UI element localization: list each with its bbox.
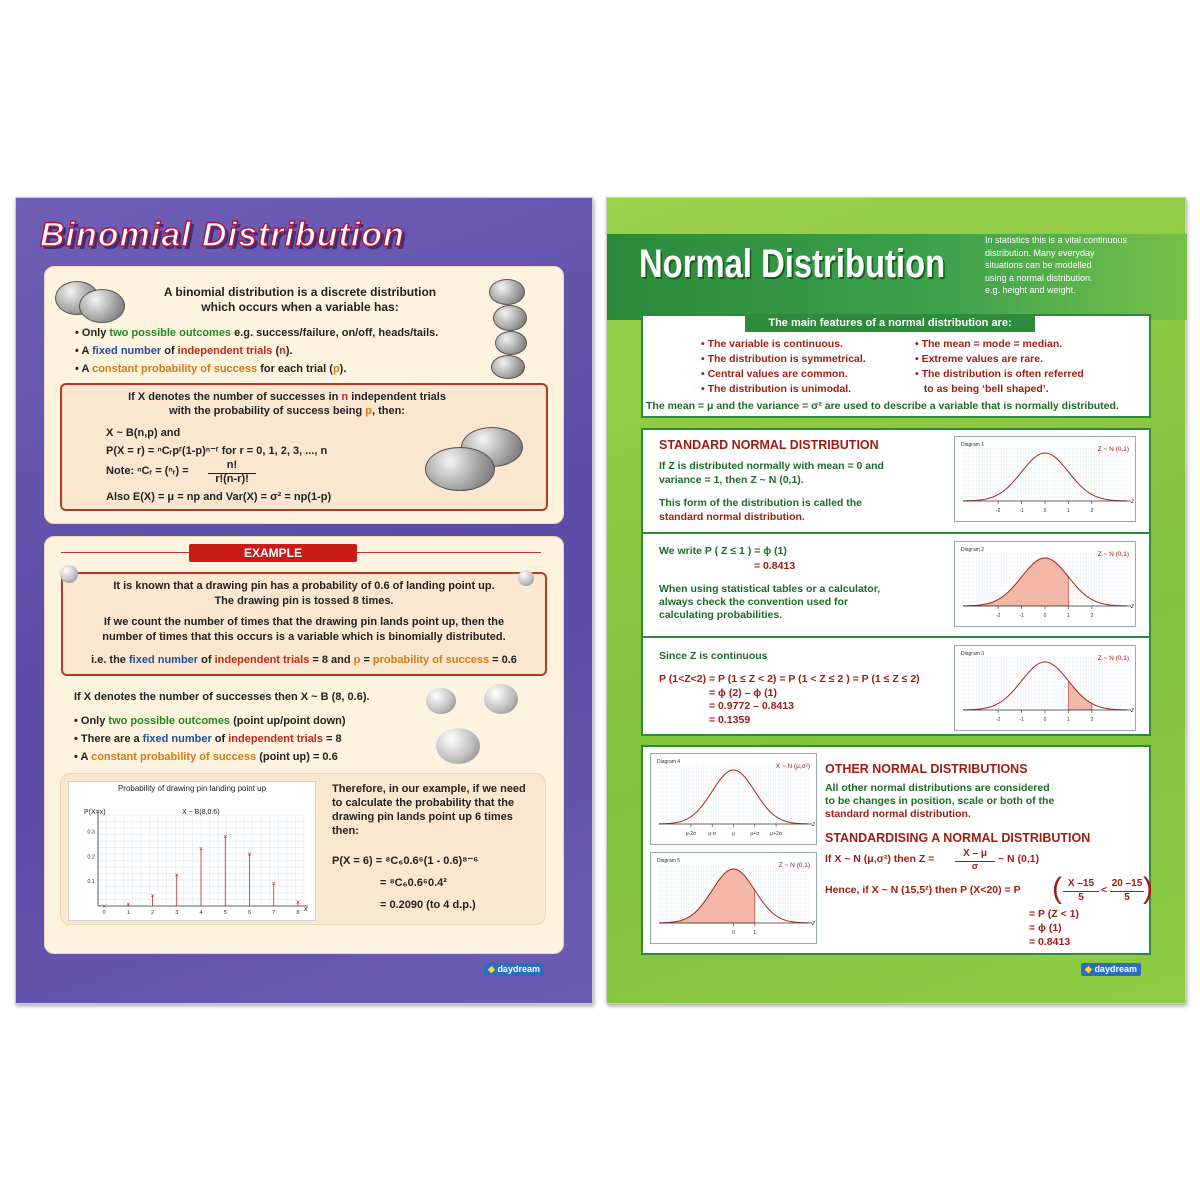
- note-numerator: n!: [208, 459, 256, 474]
- hence-less-than: <: [1101, 884, 1108, 896]
- coin-stack-image: [491, 355, 525, 379]
- phi-value: = 0.8413: [754, 560, 796, 572]
- bullet-probability: • A constant probability of success for each trial (p).: [75, 363, 347, 375]
- section-divider: [643, 636, 1149, 638]
- y-tick-label: 0.1: [87, 879, 95, 886]
- snd-line-3: This form of the distribution is called the: [659, 497, 863, 509]
- data-point: ×: [150, 893, 155, 901]
- hence-pre: Hence, if X ~ N (15,5²) then P (X<20) = P: [825, 884, 1021, 896]
- distribution-label: Z ~ N (0,1): [1097, 655, 1129, 662]
- hence-step-3: = 0.8413: [1029, 936, 1071, 948]
- example-line-2: The drawing pin is tossed 8 times.: [214, 595, 394, 607]
- chart-y-label: P(X=x): [84, 809, 106, 816]
- snd-line-4: standard normal distribution.: [659, 511, 805, 523]
- axis-label: z: [1131, 604, 1134, 610]
- coin-stack-image: [493, 305, 527, 331]
- data-point: ×: [198, 845, 204, 853]
- data-point: ×: [271, 881, 276, 889]
- tables-line-3: calculating probabilities.: [659, 609, 783, 621]
- tick-label: -1: [1019, 717, 1024, 723]
- tick-label: μ+σ: [750, 831, 760, 837]
- example-line-1: It is known that a drawing pin has a probability of 0.6 of landing point up.: [113, 580, 495, 592]
- x-tick-label: 0: [102, 910, 106, 916]
- data-point: ×: [101, 903, 107, 911]
- standardise-denominator: σ: [971, 861, 979, 871]
- formula-note: Note: ⁿCᵣ = (ⁿᵣ) =: [106, 465, 189, 477]
- standardise-post: ~ N (0,1): [998, 853, 1040, 865]
- interval-step-3: = 0.1359: [709, 714, 751, 726]
- tick-label: μ-2σ: [685, 831, 697, 837]
- diagram-2: [954, 541, 1136, 627]
- binomial-title: Binomial Distribution: [40, 216, 405, 254]
- daydream-logo: ◆ daydream: [484, 963, 544, 976]
- intro-line-1: A binomial distribution is a discrete distribution: [163, 285, 437, 299]
- diagram-3: [954, 645, 1136, 731]
- diagram-4: [650, 753, 817, 845]
- x-tick-label: 4: [199, 910, 203, 916]
- tick-label: μ: [732, 831, 735, 837]
- diagram-label: Diagram 2: [961, 547, 985, 553]
- bracket-close: ): [1143, 872, 1153, 905]
- diagram-label: Diagram 5: [657, 858, 681, 864]
- x-tick-label: 3: [175, 910, 179, 916]
- therefore-line-4: then:: [332, 825, 359, 837]
- x-tick-label: 1: [126, 910, 130, 916]
- x-tick-label: 7: [272, 910, 276, 916]
- distribution-label: Z ~ N (0,1): [1097, 446, 1129, 453]
- snd-line-2: variance = 1, then Z ~ N (0,1).: [659, 474, 804, 486]
- tick-label: -1: [1019, 508, 1024, 514]
- diagram-5: [650, 852, 817, 944]
- interval-step-2: = 0.9772 – 0.8413: [709, 700, 794, 712]
- calc-line-3: = 0.2090 (to 4 d.p.): [380, 899, 476, 911]
- chart-x-label: x: [304, 906, 308, 913]
- example-bullet-2: • There are a fixed number of independent trials = 8: [74, 733, 342, 745]
- calc-line-1: P(X = 6) = ⁸C₆0.6⁶(1 - 0.6)⁸⁻⁶: [332, 855, 479, 867]
- binomial-chart: [68, 781, 316, 921]
- hence-numerator-b: 20 –15: [1110, 878, 1144, 892]
- intro-blurb: In statistics this is a vital continuous distribution. Many everyday situations can be modelled using a normal distribution. e.g. height and weight.: [985, 235, 1128, 295]
- x-tick-label: 2: [150, 910, 155, 916]
- section-divider: [643, 532, 1149, 534]
- example-line-3: If we count the number of times that the drawing pin lands point up, then the: [103, 616, 505, 628]
- example-line-4: number of times that this occurs is a variable which is binomially distributed.: [102, 631, 506, 643]
- other-line-1: All other normal distributions are considered: [825, 782, 1050, 794]
- formula-expectation: Also E(X) = μ = np and Var(X) = σ² = np(1-p): [106, 491, 332, 503]
- normal-poster: [606, 197, 1186, 1004]
- other-line-3: standard normal distribution.: [825, 808, 971, 820]
- tick-label: 1: [753, 930, 757, 936]
- therefore-line-2: to calculate the probability that the: [332, 797, 515, 809]
- normal-title: Normal Distribution: [639, 242, 946, 286]
- tables-line-2: always check the convention used for: [659, 596, 849, 608]
- y-tick-label: 0.2: [87, 854, 95, 861]
- interval-probability: P (1<Z<2) = P (1 ≤ Z < 2) = P (1 < Z ≤ 2 ) = P (1 ≤ Z ≤ 2): [659, 673, 920, 685]
- other-line-2: to be changes in position, scale or both of the: [825, 795, 1055, 807]
- tables-line-1: When using statistical tables or a calculator,: [659, 583, 881, 595]
- definition-line-1: If X denotes the number of successes in n independent trials: [128, 391, 446, 403]
- tick-label: 2: [1090, 508, 1094, 514]
- binomial-poster: [15, 197, 593, 1004]
- continuous-text: Since Z is continuous: [659, 650, 768, 662]
- features-header: The main features of a normal distribution are:: [745, 314, 1035, 332]
- formula-pmf: P(X = r) = ⁿCᵣpʳ(1-p)ⁿ⁻ʳ for r = 0, 1, 2, 3, ..., n: [106, 445, 328, 457]
- bracket-open: (: [1052, 872, 1062, 905]
- distribution-label: X ~ N (μ,σ²): [775, 763, 810, 770]
- drawing-pin-image: [518, 570, 534, 586]
- features-right: • The mean = mode = median. • Extreme values are rare. • The distribution is often referred to as being ‘bell shaped’.: [915, 338, 1084, 395]
- drawing-pin-image: [484, 684, 518, 714]
- hence-denominator-a: 5: [1078, 892, 1084, 903]
- note-denominator: r!(n-r)!: [215, 473, 249, 485]
- tick-label: -1: [1019, 613, 1024, 619]
- example-line-5: i.e. the fixed number of independent trials = 8 and p = probability of success = 0.6: [91, 654, 517, 666]
- definition-panel: [44, 266, 564, 524]
- chart-series-label: X ~ B(8,0.6): [182, 809, 220, 816]
- chart-title: Probability of drawing pin landing point up: [117, 784, 267, 793]
- example-line-6: If X denotes the number of successes then X ~ B (8, 0.6).: [74, 691, 370, 703]
- distribution-label: Z ~ N (0,1): [778, 862, 810, 869]
- tick-label: 0: [1043, 613, 1047, 619]
- example-bullet-1: • Only two possible outcomes (point up/point down): [74, 715, 346, 727]
- hence-step-1: = P (Z < 1): [1029, 908, 1079, 920]
- data-point: ×: [223, 834, 228, 842]
- axis-label: z: [1131, 708, 1134, 714]
- coin-stack-image: [495, 331, 527, 355]
- axis-label: z: [812, 921, 815, 927]
- coin-image: [425, 447, 495, 491]
- drawing-pin-image: [436, 728, 480, 764]
- tick-label: -2: [995, 717, 1001, 723]
- phi-definition: We write P ( Z ≤ 1 ) = ϕ (1): [659, 545, 787, 557]
- x-tick-label: 6: [247, 910, 252, 916]
- features-left: • The variable is continuous. • The distribution is symmetrical. • Central values are common. • The distribution is unimodal.: [701, 338, 866, 395]
- data-point: ×: [126, 901, 131, 909]
- bullet-trials: • A fixed number of independent trials (n).: [75, 345, 293, 357]
- tick-label: -2: [995, 613, 1001, 619]
- standardise-pre: If X ~ N (μ,σ²) then Z =: [825, 853, 935, 865]
- x-tick-label: 8: [296, 910, 300, 916]
- drawing-pin-image: [60, 565, 78, 583]
- tick-label: 1: [1067, 613, 1070, 619]
- diagram-label: Diagram 1: [961, 442, 985, 448]
- axis-label: z: [812, 822, 815, 828]
- diagram-1: [954, 436, 1136, 522]
- drawing-pin-image: [426, 688, 456, 714]
- example-label: EXAMPLE: [189, 544, 357, 562]
- data-point: ×: [295, 899, 301, 907]
- therefore-line-3: drawing pin lands point up 6 times: [332, 811, 513, 823]
- tick-label: 1: [1067, 717, 1070, 723]
- tick-label: 1: [1067, 508, 1070, 514]
- chart-frame: [68, 781, 316, 921]
- hence-step-2: = ϕ (1): [1029, 922, 1062, 934]
- interval-step-1: = ϕ (2) – ϕ (1): [709, 687, 777, 699]
- data-point: ×: [247, 851, 252, 859]
- mean-variance-text: The mean = μ and the variance = σ² are used to describe a variable that is normally distributed.: [646, 400, 1119, 412]
- tick-label: 0: [1043, 717, 1047, 723]
- calc-line-2: = ⁸C₆0.6⁶0.4²: [380, 877, 447, 889]
- tick-label: 0: [732, 930, 735, 936]
- hence-numerator-a: X –15: [1063, 878, 1099, 892]
- example-bullet-3: • A constant probability of success (point up) = 0.6: [74, 751, 338, 763]
- bullet-outcomes: • Only two possible outcomes e.g. success/failure, on/off, heads/tails.: [75, 327, 439, 339]
- snd-line-1: If Z is distributed normally with mean = 0 and: [659, 460, 884, 472]
- tick-label: 2: [1090, 717, 1094, 723]
- daydream-logo: ◆ daydream: [1081, 963, 1141, 976]
- diagram-label: Diagram 3: [961, 651, 985, 657]
- standardise-numerator: X – μ: [955, 848, 995, 862]
- hence-denominator-b: 5: [1124, 892, 1130, 903]
- tick-label: 0: [1043, 508, 1047, 514]
- snd-title: STANDARD NORMAL DISTRIBUTION: [659, 438, 879, 452]
- tick-label: -2: [995, 508, 1001, 514]
- y-tick-label: 0.3: [87, 829, 95, 836]
- standardising-title: STANDARDISING A NORMAL DISTRIBUTION: [825, 831, 1091, 845]
- other-title: OTHER NORMAL DISTRIBUTIONS: [825, 762, 1028, 776]
- axis-label: z: [1131, 499, 1134, 505]
- tick-label: μ+2σ: [770, 831, 782, 837]
- coin-image: [79, 289, 125, 323]
- tick-label: 2: [1090, 613, 1094, 619]
- x-tick-label: 5: [223, 910, 227, 916]
- tick-label: μ-σ: [708, 831, 717, 837]
- diagram-label: Diagram 4: [657, 759, 681, 765]
- formula-distribution: X ~ B(n,p) and: [106, 427, 181, 439]
- data-point: ×: [174, 872, 179, 880]
- definition-line-2: with the probability of success being p, then:: [169, 405, 405, 417]
- intro-line-2: which occurs when a variable has:: [201, 300, 399, 314]
- therefore-line-1: Therefore, in our example, if we need: [332, 783, 526, 795]
- coin-stack-image: [489, 279, 525, 305]
- distribution-label: Z ~ N (0,1): [1097, 551, 1129, 558]
